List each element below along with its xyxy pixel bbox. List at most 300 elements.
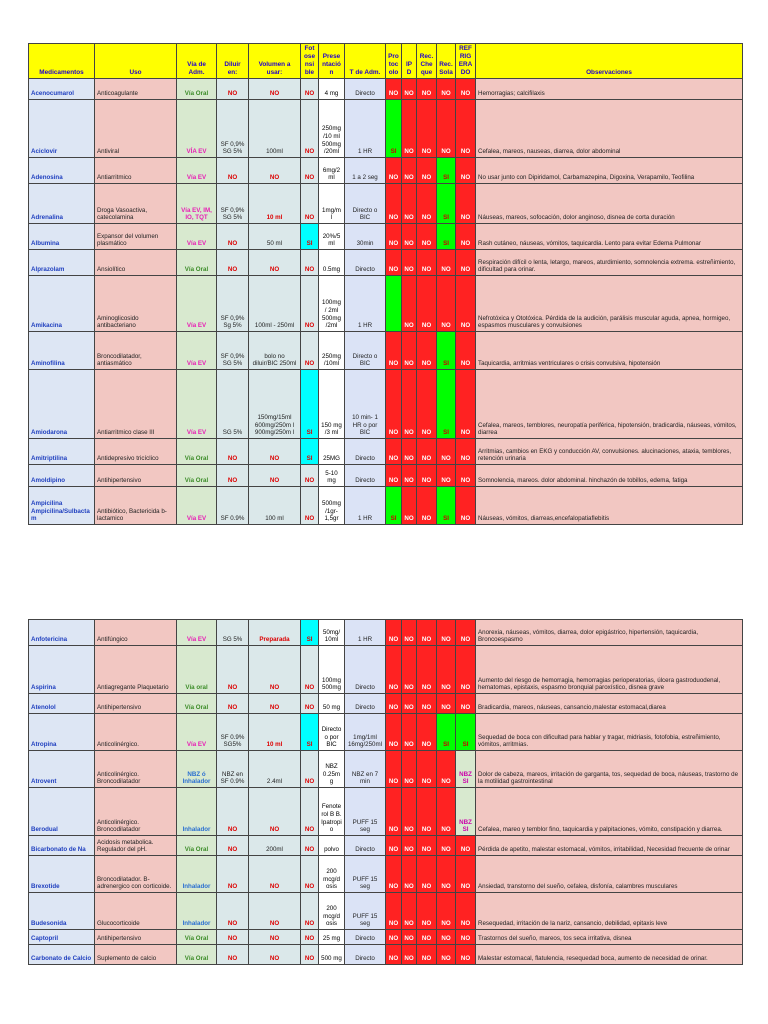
cell-use: Acidosis metabolica. Regulador del pH. [95,836,177,856]
cell-protocol: SI [386,487,402,525]
cell-drug-name: Bicarbonato de Na [29,836,95,856]
cell-check: NO [417,332,437,370]
cell-route: Vía EV, IM, IO, TQT [177,184,217,224]
cell-admin-time: Directo o BIC [345,184,386,224]
table-row [29,439,743,465]
cell-check: NO [417,224,437,250]
cell-admin-time: Directo [345,945,386,965]
cell-use: Antiarritmico [95,158,177,184]
header-fotosensible: Fotosensible [301,44,319,79]
cell-admin-time: 1 HR [345,620,386,646]
cell-volume: NO [249,893,301,930]
cell-protocol: NO [386,370,402,439]
cell-volume: 10 ml [249,714,301,751]
cell-volume: 150mg/15ml 600mg/250m l 900mg/250m l [249,370,301,439]
cell-check: NO [417,276,437,332]
cell-drug-name: Aciclovir [29,100,95,158]
cell-refrigerated: NBZ SI [456,788,476,836]
cell-refrigerated: NO [456,332,476,370]
cell-route: Vía EV [177,276,217,332]
cell-refrigerated: NO [456,224,476,250]
cell-refrigerated: NBZ SI [456,751,476,788]
cell-use: Anticolinérgico. Broncodilatador [95,788,177,836]
cell-use: Aminoglicosido antibacteriano [95,276,177,332]
cell-check: NO [417,250,437,276]
cell-photosensitive: NO [301,100,319,158]
cell-protocol: NO [386,788,402,836]
header-medicamentos: Medicamentos [29,44,95,79]
table-row [29,487,743,525]
cell-photosensitive: SI [301,714,319,751]
cell-refrigerated: SI [456,714,476,751]
cell-alone: NO [437,646,456,694]
cell-drug-name: Carbonato de Calcio [29,945,95,965]
cell-diluent: NO [217,224,249,250]
cell-admin-time: Directo [345,250,386,276]
cell-photosensitive: NO [301,694,319,714]
cell-use: Ansiolítico [95,250,177,276]
cell-photosensitive: SI [301,370,319,439]
cell-alone: SI [437,487,456,525]
cell-volume: NO [249,694,301,714]
cell-admin-time: 10 min- 1 HR o por BIC [345,370,386,439]
cell-presentation: Fenoterol B B. Ipatropio [319,788,345,836]
cell-ipd: NO [402,836,417,856]
cell-route: Vía EV [177,487,217,525]
cell-route: Inhalador [177,893,217,930]
cell-check: NO [417,751,437,788]
cell-use: Suplemento de calcio [95,945,177,965]
cell-check: NO [417,945,437,965]
cell-refrigerated: NO [456,620,476,646]
cell-ipd: NO [402,465,417,487]
cell-admin-time: Directo [345,930,386,945]
cell-alone: NO [437,620,456,646]
cell-drug-name: Amitriptilina [29,439,95,465]
cell-ipd: NO [402,714,417,751]
cell-drug-name: Amikacina [29,276,95,332]
header-diluir: Diluir en: [217,44,249,79]
cell-alone: NO [437,100,456,158]
cell-observations: Nefrotóxica y Ototóxica. Pérdida de la audición, parálisis muscular aguda, apnea, hormigeo, espasmos musculares y convulsiones [476,276,743,332]
cell-refrigerated: NO [456,276,476,332]
cell-use: Antiarritmico clase III [95,370,177,439]
cell-refrigerated: NO [456,184,476,224]
cell-protocol: NO [386,945,402,965]
cell-ipd: NO [402,100,417,158]
cell-refrigerated: NO [456,439,476,465]
cell-refrigerated: NO [456,945,476,965]
cell-presentation: 500mg /1gr- 1,5gr [319,487,345,525]
cell-photosensitive: NO [301,332,319,370]
cell-check: NO [417,788,437,836]
cell-admin-time: PUFF 15 seg [345,893,386,930]
cell-check: NO [417,487,437,525]
cell-presentation: polvo [319,836,345,856]
cell-alone: NO [437,893,456,930]
cell-check: NO [417,930,437,945]
cell-drug-name: Atrovent [29,751,95,788]
cell-protocol: NO [386,332,402,370]
cell-photosensitive: NO [301,465,319,487]
cell-refrigerated: NO [456,465,476,487]
cell-presentation: 6mg/2 ml [319,158,345,184]
header-ipd: IPD [402,44,417,79]
table-row [29,465,743,487]
cell-observations: No usar junto con Dipiridamol, Carbamazepina, Digoxina, Verapamilo, Teofilina [476,158,743,184]
cell-admin-time: Directo [345,836,386,856]
cell-drug-name: Acenocumarol [29,79,95,100]
cell-volume: NO [249,158,301,184]
cell-diluent: NO [217,836,249,856]
cell-ipd: NO [402,158,417,184]
cell-use: Droga Vasoactiva, catecolamina [95,184,177,224]
cell-observations: Hemorragias; calcifilaxis [476,79,743,100]
cell-check: NO [417,184,437,224]
cell-protocol: NO [386,465,402,487]
cell-observations: Taquicardia, arritmias ventriculares o crisis convulsiva, hipotensión [476,332,743,370]
cell-drug-name: Budesonida [29,893,95,930]
cell-ipd: NO [402,788,417,836]
cell-admin-time: NBZ en 7 min [345,751,386,788]
cell-presentation: 25MG [319,439,345,465]
cell-use: Antifúngico [95,620,177,646]
cell-route: Inhalador [177,856,217,893]
cell-admin-time: Directo [345,465,386,487]
cell-protocol: NO [386,714,402,751]
cell-photosensitive: NO [301,79,319,100]
header-cheque: Rec. Cheque [417,44,437,79]
cell-check: NO [417,79,437,100]
cell-observations: Cefalea, mareos, nauseas, diarrea, dolor abdominal [476,100,743,158]
cell-volume: 2.4ml [249,751,301,788]
cell-alone: NO [437,788,456,836]
cell-ipd: NO [402,646,417,694]
cell-presentation: Directo o por BIC [319,714,345,751]
cell-diluent: SF 0,9% SG 5% [217,184,249,224]
cell-photosensitive: NO [301,751,319,788]
cell-photosensitive: NO [301,893,319,930]
cell-refrigerated: NO [456,646,476,694]
header-uso: Uso [95,44,177,79]
cell-route: NBZ ó Inhalador [177,751,217,788]
cell-photosensitive: NO [301,788,319,836]
cell-drug-name: Aspirina [29,646,95,694]
cell-observations: Cefalea, mareo y temblor fino, taquicardia y palpitaciones, vómito, constipación y diarrea. [476,788,743,836]
cell-observations: Pérdida de apetito, malestar estomacal, vómitos, irritabilidad, Necesidad frecuente de orinar [476,836,743,856]
cell-route: Vía Oral [177,836,217,856]
cell-route: Vía EV [177,620,217,646]
cell-check: NO [417,694,437,714]
cell-observations: Náuseas, mareos, sofocación, dolor anginoso, disnea de corta duración [476,184,743,224]
cell-protocol: SI [386,100,402,158]
cell-ipd: NO [402,224,417,250]
cell-diluent: NO [217,158,249,184]
cell-use: Antibiótico, Bactericida b-lactamico [95,487,177,525]
drug-table-1 [28,43,743,525]
cell-refrigerated: NO [456,856,476,893]
header-refrigerado: REFRIGERADO [456,44,476,79]
cell-ipd: NO [402,332,417,370]
cell-observations: Cefalea, mareos, temblores, neuropatía periférica, hipotensión, bradicardia, náuseas, vómitos, diarrea [476,370,743,439]
cell-photosensitive: SI [301,224,319,250]
cell-alone: NO [437,836,456,856]
cell-refrigerated: NO [456,100,476,158]
cell-volume: NO [249,465,301,487]
cell-ipd: NO [402,694,417,714]
cell-protocol: NO [386,184,402,224]
cell-presentation: 20%/5 ml [319,224,345,250]
header-tiempo: T de Adm. [345,44,386,79]
cell-volume: Preparada [249,620,301,646]
cell-route: Vía EV [177,714,217,751]
cell-alone: NO [437,694,456,714]
cell-check: NO [417,893,437,930]
cell-alone: NO [437,276,456,332]
cell-photosensitive: NO [301,276,319,332]
cell-volume: NO [249,930,301,945]
cell-ipd: NO [402,856,417,893]
table-row [29,158,743,184]
cell-drug-name: Aminofilina [29,332,95,370]
cell-diluent: NO [217,79,249,100]
cell-protocol: NO [386,646,402,694]
cell-protocol: NO [386,836,402,856]
table-row [29,79,743,100]
cell-diluent: NO [217,646,249,694]
cell-volume: NO [249,945,301,965]
cell-route: VÍA EV [177,100,217,158]
cell-observations: Aumento del riesgo de hemorragia, hemorragias perioperatorias, úlcera gastroduodenal, hematomas, epistaxis, espasmo bronquial paroxístico, disnea grave [476,646,743,694]
cell-diluent: NO [217,250,249,276]
table-row [29,788,743,836]
table-row [29,100,743,158]
cell-volume: 50 ml [249,224,301,250]
table-row [29,646,743,694]
cell-drug-name: Adrenalina [29,184,95,224]
cell-use: Anticolinérgico. Broncodilatador [95,751,177,788]
cell-volume: 200ml [249,836,301,856]
cell-volume: 100ml - 250ml [249,276,301,332]
header-observaciones: Observaciones [476,44,743,79]
cell-diluent: SG 5% [217,370,249,439]
cell-check: NO [417,439,437,465]
cell-route: Vía oral [177,646,217,694]
cell-presentation: 250mg /10 ml 500mg /20ml [319,100,345,158]
cell-protocol: NO [386,893,402,930]
cell-presentation: 1mg/m l [319,184,345,224]
cell-admin-time: 1mg/1ml 16mg/250ml [345,714,386,751]
cell-drug-name: Atenolol [29,694,95,714]
cell-diluent: SF 0.9% [217,487,249,525]
table-row [29,370,743,439]
cell-check: NO [417,100,437,158]
cell-use: Antihipertensivo [95,465,177,487]
table-row [29,276,743,332]
table-row [29,836,743,856]
cell-protocol: NO [386,930,402,945]
cell-diluent: NO [217,694,249,714]
cell-ipd: NO [402,79,417,100]
cell-ipd: NO [402,945,417,965]
cell-observations: Dolor de cabeza, mareos, irritación de garganta, tos, sequedad de boca, náuseas, trastorno de la motilidad gastrointestinal [476,751,743,788]
cell-photosensitive: NO [301,945,319,965]
cell-alone: SI [437,184,456,224]
cell-ipd: NO [402,276,417,332]
cell-volume: NO [249,646,301,694]
cell-presentation: 50 mg [319,694,345,714]
cell-observations: Bradicardia, mareos, náuseas, cansancio,malestar estomacal,diarea [476,694,743,714]
cell-route: Vía Oral [177,694,217,714]
cell-diluent: NO [217,856,249,893]
cell-ipd: NO [402,487,417,525]
cell-presentation: 150 mg /3 ml [319,370,345,439]
cell-alone: NO [437,79,456,100]
cell-drug-name: Ampicilina Ampicilina/Sulbactam [29,487,95,525]
cell-drug-name: Amiodarona [29,370,95,439]
table-row [29,694,743,714]
cell-ipd: NO [402,184,417,224]
cell-volume: 10 ml [249,184,301,224]
cell-protocol: NO [386,158,402,184]
cell-alone: NO [437,856,456,893]
cell-alone: SI [437,224,456,250]
cell-volume: 100 ml [249,487,301,525]
cell-diluent: NO [217,439,249,465]
cell-use: Glucocorticoide [95,893,177,930]
cell-presentation: 4 mg [319,79,345,100]
cell-volume: NO [249,439,301,465]
cell-observations: Trastornos del sueño, mareos, tos seca irritativa, disnea [476,930,743,945]
cell-volume: NO [249,856,301,893]
cell-route: Inhalador [177,788,217,836]
cell-check: NO [417,620,437,646]
cell-ipd: NO [402,439,417,465]
cell-observations: Somnolencia, mareos. dolor abdominal. hinchazón de tobillos, edema, fatiga [476,465,743,487]
cell-protocol: NO [386,751,402,788]
cell-diluent: SF 0,9% SG 5% [217,332,249,370]
cell-refrigerated: NO [456,250,476,276]
cell-route: Vía EV [177,332,217,370]
cell-admin-time: PUFF 15 seg [345,788,386,836]
table-row [29,930,743,945]
cell-ipd: NO [402,250,417,276]
cell-photosensitive: NO [301,487,319,525]
cell-use: Anticoagulante [95,79,177,100]
cell-route: Vía Oral [177,930,217,945]
cell-refrigerated: NO [456,370,476,439]
cell-photosensitive: SI [301,439,319,465]
cell-route: Vía Oral [177,250,217,276]
cell-volume: NO [249,250,301,276]
table-row [29,332,743,370]
cell-photosensitive: NO [301,856,319,893]
cell-check: NO [417,158,437,184]
cell-use: Antihipertensivo [95,694,177,714]
cell-drug-name: Amoldipino [29,465,95,487]
cell-protocol: NO [386,439,402,465]
cell-ipd: NO [402,893,417,930]
cell-ipd: NO [402,751,417,788]
cell-photosensitive: SI [301,620,319,646]
cell-use: Anticolinérgico. [95,714,177,751]
cell-volume: bolo no diluir/BIC 250ml [249,332,301,370]
cell-presentation: 250mg /10ml [319,332,345,370]
cell-diluent: NO [217,465,249,487]
cell-admin-time: Directo [345,79,386,100]
cell-admin-time: Directo o BIC [345,332,386,370]
cell-drug-name: Albumina [29,224,95,250]
cell-route: Vía Oral [177,439,217,465]
cell-drug-name: Atropina [29,714,95,751]
cell-refrigerated: NO [456,836,476,856]
cell-route: Vía EV [177,224,217,250]
cell-admin-time: 1 a 2 seg [345,158,386,184]
cell-presentation: 200 mcg/d osis [319,856,345,893]
cell-diluent: NO [217,788,249,836]
cell-observations: Arritmias, cambios en EKG y conducción AV, convulsiones. alucinaciones, ataxia, temblores, retención urinaria [476,439,743,465]
cell-presentation: 50mg/ 10ml [319,620,345,646]
header-volumen: Volumen a usar: [249,44,301,79]
cell-protocol: NO [386,79,402,100]
cell-admin-time: Directo [345,694,386,714]
cell-drug-name: Captopril [29,930,95,945]
cell-drug-name: Brexotide [29,856,95,893]
cell-alone: SI [437,158,456,184]
cell-refrigerated: NO [456,893,476,930]
cell-observations: Ansiedad, transtorno del sueño, cefalea, disfonía, calambres musculares [476,856,743,893]
cell-presentation: 200 mcg/d osis [319,893,345,930]
cell-route: Vía Oral [177,465,217,487]
cell-drug-name: Adenosina [29,158,95,184]
cell-admin-time: 1 HR [345,487,386,525]
table-row [29,714,743,751]
cell-ipd: NO [402,370,417,439]
cell-observations: Malestar estomacal, flatulencia, resequedad boca, aumento de necesidad de orinar. [476,945,743,965]
table-row [29,620,743,646]
cell-alone: SI [437,714,456,751]
cell-photosensitive: NO [301,158,319,184]
cell-diluent: SF 0,9% SG 5% [217,100,249,158]
cell-photosensitive: NO [301,930,319,945]
cell-use: Antiviral [95,100,177,158]
cell-observations: Anorexia, náuseas, vómitos, diarrea, dolor epigástrico, hipertensión, taquicardia, Broncoespasmo [476,620,743,646]
cell-check: NO [417,714,437,751]
cell-protocol: NO [386,250,402,276]
table-row [29,250,743,276]
cell-refrigerated: NO [456,487,476,525]
cell-alone: NO [437,465,456,487]
cell-use: Expansor del volumen plasmático [95,224,177,250]
cell-photosensitive: NO [301,836,319,856]
table-row [29,184,743,224]
table-row [29,751,743,788]
cell-admin-time: 1 HR [345,276,386,332]
cell-route: Vía Oral [177,79,217,100]
cell-protocol: NO [386,620,402,646]
cell-photosensitive: NO [301,250,319,276]
cell-diluent: NBZ en SF 0.9% [217,751,249,788]
cell-diluent: SG 5% [217,620,249,646]
cell-presentation: 5-10 mg [319,465,345,487]
cell-protocol: NO [386,694,402,714]
cell-drug-name: Anfotericina [29,620,95,646]
cell-alone: NO [437,751,456,788]
cell-use: Antiagregante Plaquetario [95,646,177,694]
cell-ipd: NO [402,620,417,646]
cell-check: NO [417,465,437,487]
cell-diluent: SF 0.9% SG5% [217,714,249,751]
